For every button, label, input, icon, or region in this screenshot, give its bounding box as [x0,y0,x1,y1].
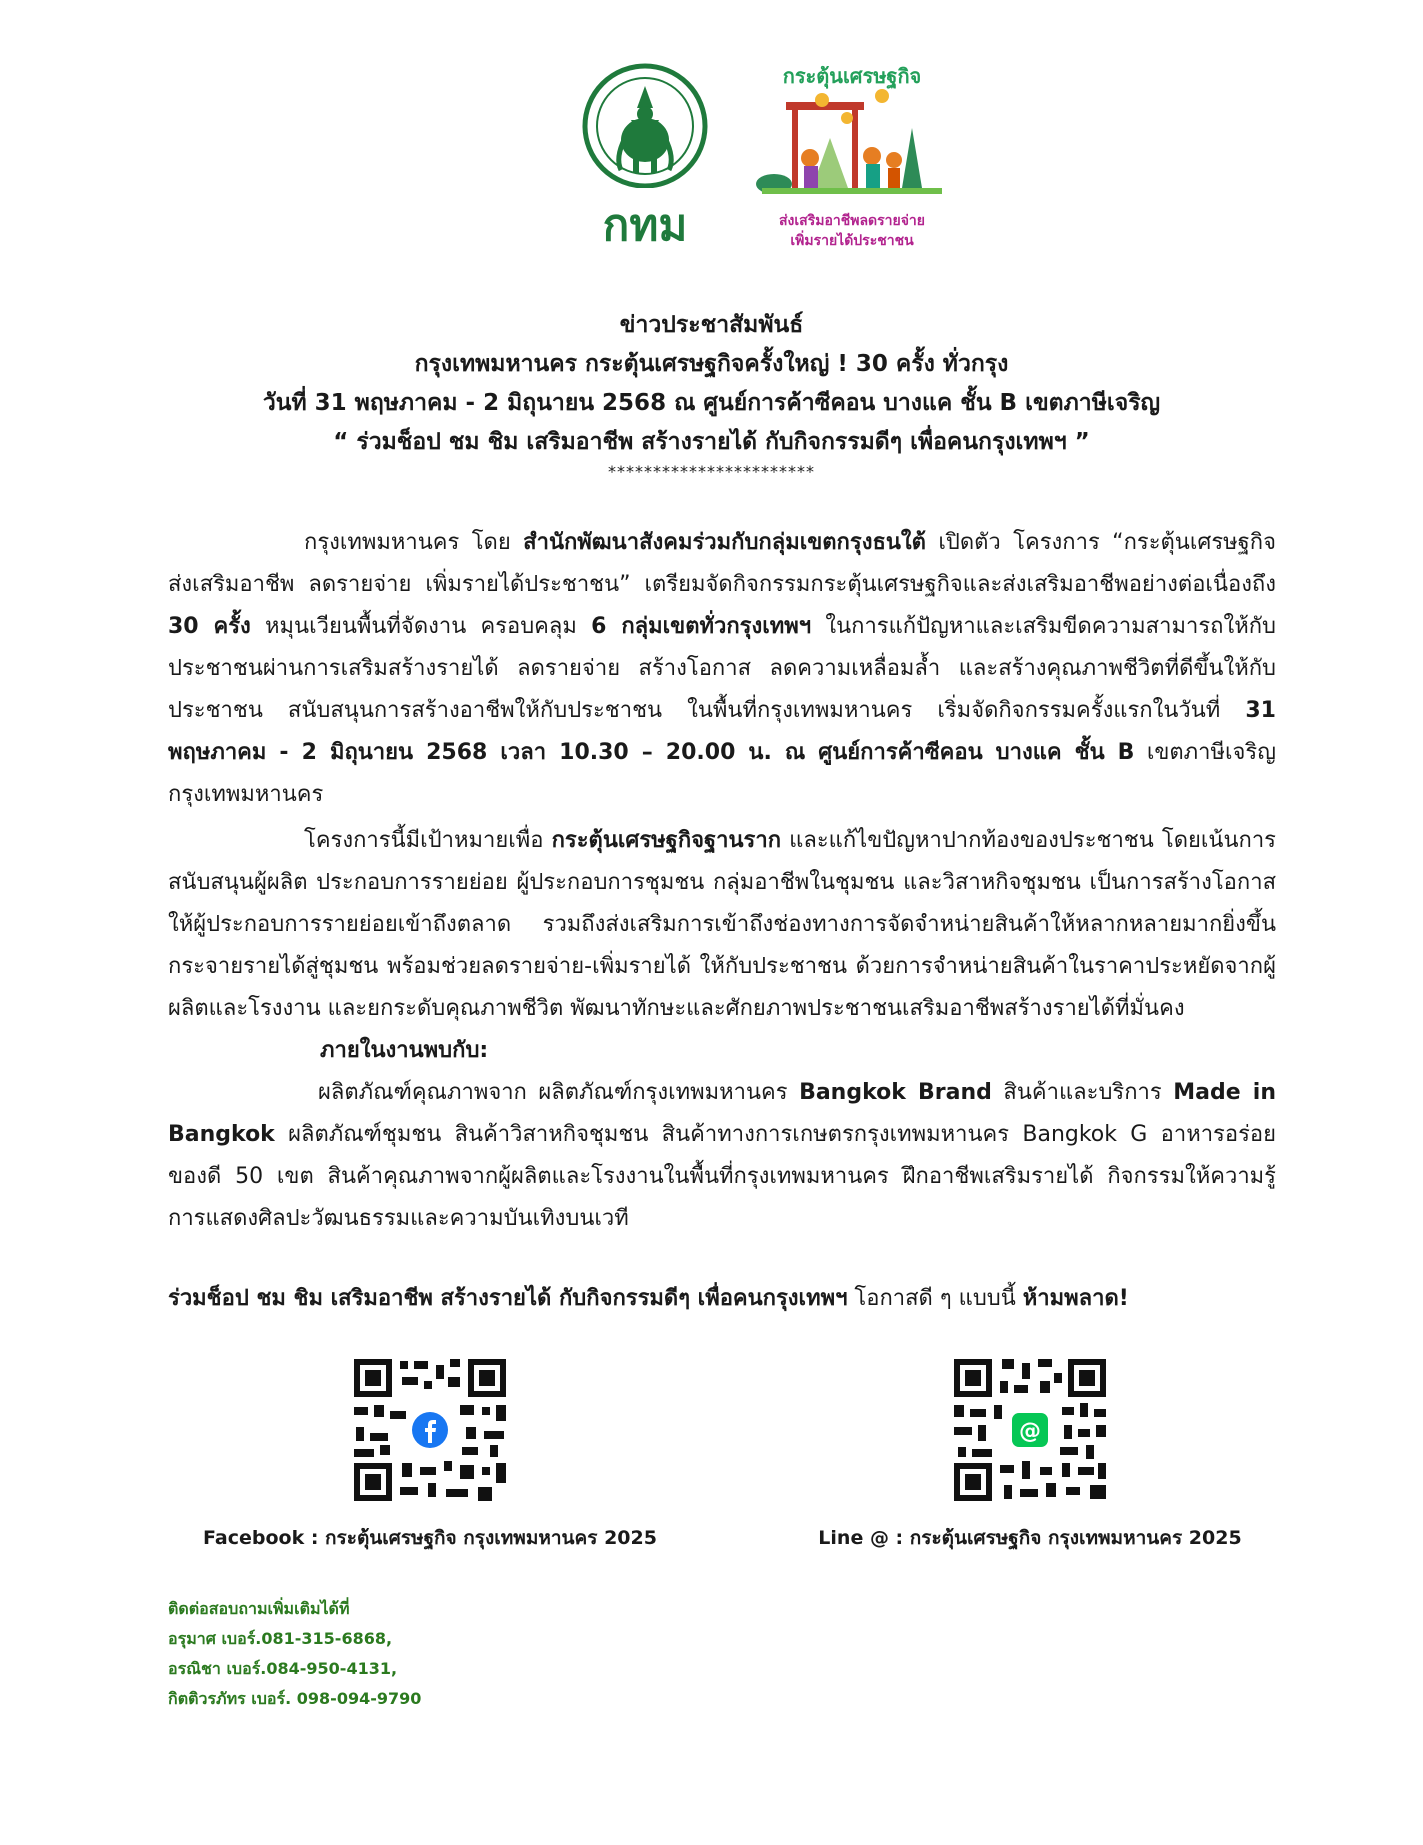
facebook-qr-block [200,1355,660,1553]
paragraph-inside-event [168,1072,1276,1240]
line-qr-code[interactable] [950,1355,1110,1505]
facebook-qr-code[interactable] [350,1355,510,1505]
contact-1: อรุมาศ เบอร์.081-315-6868, [168,1629,393,1648]
bold-text: กระตุ้นเศรษฐกิจฐานราก [551,828,782,853]
bma-seal-logo [575,58,715,251]
heading-line-4: “ ร่วมช็อป ชม ชิม เสริมอาชีพ สร้างรายได้ กับกิจกรรมดีๆ เพื่อคนกรุงเทพฯ ” [333,429,1090,455]
paragraph-intro [168,522,1276,816]
text: เขตภาษีเจริญ กรุงเทพมหานคร [168,740,1276,807]
bma-logo-text: กทม [602,200,688,251]
text: ผลิตภัณฑ์คุณภาพจาก ผลิตภัณฑ์กรุงเทพมหานคร [318,1080,800,1105]
heading-line-2: กรุงเทพมหานคร กระตุ้นเศรษฐกิจครั้งใหญ่ ! 30 ครั้ง ทั่วกรุง [414,351,1009,377]
heading-line-3: วันที่ 31 พฤษภาคม - 2 มิถุนายน 2568 ณ ศูนย์การค้าซีคอน บางแค ชั้น B เขตภาษีเจริญ [262,390,1161,416]
text: โอกาสดี ๆ แบบนี้ [847,1286,1023,1311]
bold-text: 30 ครั้ง [168,614,251,639]
campaign-tagline-2: เพิ่มรายได้ประชาชน [790,233,914,249]
contact-info [168,1594,421,1714]
heading-line-1: ข่าวประชาสัมพันธ์ [619,312,804,338]
press-release-heading [150,306,1273,482]
bold-text: 6 กลุ่มเขตทั่วกรุงเทพฯ [591,614,812,639]
contact-2: อรณิชา เบอร์.084-950-4131, [168,1659,398,1678]
text: ในการแก้ปัญหาและเสริมขีดความสามารถให้กับประชาชนผ่านการเสริมสร้างรายได้ ลดรายจ่าย สร้างโอกาส ลดความเหลื่อมล้ำ และสร้างคุณภาพชีวิตที่ดีขึ้นให้กับประชาชน สนับสนุนการสร้างอาชีพให้กับประชาชน ในพื้นที่กรุงเทพมหานคร เริ่มจัดกิจกรรมครั้งแรกในวันที่ [168,614,1276,723]
header-logos [0,58,1423,251]
text: ผลิตภัณฑ์ชุมชน สินค้าวิสาหกิจชุมชน สินค้าทางการเกษตรกรุงเทพมหานคร Bangkok G อาหารอร่อยของดี 50 เขต สินค้าคุณภาพจากผู้ผลิตและโรงงานในพื้นที่กรุงเทพมหานคร ฝึกอาชีพเสริมรายได้ กิจกรรมให้ความรู้ การแสดงศิลปะวัฒนธรรมและความบันเทิงบนเวที [168,1122,1276,1231]
text: เปิดตัว โครงการ “กระตุ้นเศรษฐกิจ ส่งเสริมอาชีพ ลดรายจ่าย เพิ่มรายได้ประชาชน” เตรียมจัดกิจกรรมกระตุ้นเศรษฐกิจและส่งเสริมอาชีพอย่างต่อเนื่องถึง [168,530,1276,597]
text: และแก้ไขปัญหาปากท้องของประชาชน โดยเน้นการสนับสนุนผู้ผลิต ประกอบการรายย่อย ผู้ประกอบการชุมชน กลุ่มอาชีพในชุมชน และวิสาหกิจชุมชน เป็นการสร้างโอกาสให้ผู้ประกอบการรายย่อยเข้าถึงตลาด รวมถึงส่งเสริมการเข้าถึงช่องทางการจัดจำหน่ายสินค้าให้หลากหลายมากยิ่งขึ้น กระจายรายได้สู่ชุมชน พร้อมช่วยลดรายจ่าย-เพิ่มรายได้ ให้กับประชาชน ด้วยการจำหน่ายสินค้าในราคาประหยัดจากผู้ผลิตและโรงงาน และยกระดับคุณภาพชีวิต พัฒนาทักษะและศักยภาพประชาชนเสริมอาชีพสร้างรายได้ที่มั่นคง [168,828,1276,1021]
line-caption: Line @ : กระตุ้นเศรษฐกิจ กรุงเทพมหานคร 2025 [818,1527,1242,1549]
heading-separator: *********************** [608,462,815,481]
contact-title: ติดต่อสอบถามเพิ่มเติมได้ที่ [168,1599,350,1618]
line-qr-block [800,1355,1260,1553]
text: โครงการนี้มีเป้าหมายเพื่อ [304,828,552,853]
text: หมุนเวียนพื้นที่จัดงาน ครอบคลุม [250,614,592,639]
bold-text: ห้ามพลาด! [1022,1286,1129,1311]
campaign-logo [752,60,952,250]
line-badge-text: @ [1019,1419,1041,1444]
closing-line [168,1278,1276,1320]
contact-3: กิตติวรภัทร เบอร์. 098-094-9790 [168,1689,422,1708]
bold-text: สำนักพัฒนาสังคมร่วมกับกลุ่มเขตกรุงธนใต้ [523,530,926,555]
bold-text: ร่วมช็อป ชม ชิม เสริมอาชีพ สร้างรายได้ กับกิจกรรมดีๆ เพื่อคนกรุงเทพฯ [168,1286,848,1311]
press-release-body [168,522,1276,1320]
text: สินค้าและบริการ [991,1080,1174,1105]
bold-text: 31 พฤษภาคม - 2 มิถุนายน 2568 เวลา 10.30 – 20.00 น. ณ ศูนย์การค้าซีคอน บางแค ชั้น B [168,698,1276,765]
inside-event-label: ภายในงานพบกับ: [320,1038,489,1063]
bold-text: Bangkok Brand [799,1080,992,1105]
bold-text: Made in Bangkok [168,1080,1276,1147]
text: กรุงเทพมหานคร โดย [304,530,524,555]
paragraph-goals [168,820,1276,1030]
bma-seal-icon [575,58,715,188]
campaign-logo-title: กระตุ้นเศรษฐกิจ [782,64,922,88]
campaign-tagline-1: ส่งเสริมอาชีพลดรายจ่าย [779,213,925,229]
campaign-illustration-icon [752,88,952,208]
facebook-caption: Facebook : กระตุ้นเศรษฐกิจ กรุงเทพมหานคร 2025 [203,1527,657,1549]
